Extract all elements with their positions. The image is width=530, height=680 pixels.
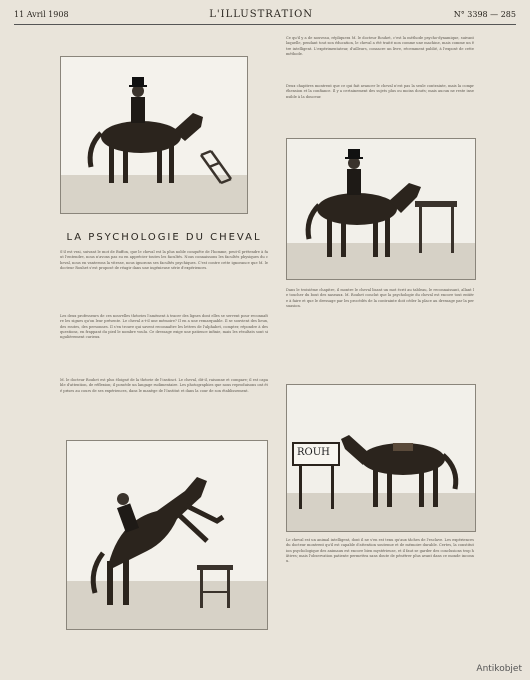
photo-horse-reading-sign xyxy=(286,384,476,532)
article-headline: LA PSYCHOLOGIE DU CHEVAL xyxy=(66,232,262,243)
article-text-left-low: M. le docteur Rouhet est plus éloigné de la théorie de l'instinct. Le cheval, dit-il, raisonne et compare; il est capable d'attention, de réflexion; il possède un langage rudimentaire. Les photographies que nous reproduisons ont été prises au cours de ses expériences, dans le manège de l'Institut et dans la cour de son établissement. xyxy=(60,378,268,393)
header-date: 11 Avril 1908 xyxy=(14,9,69,19)
horse-table-illustration xyxy=(287,139,475,279)
photo-horse-at-table xyxy=(286,138,476,280)
header-page-number: N° 3398 — 285 xyxy=(453,9,516,19)
page-header xyxy=(14,6,516,22)
horse-chair-illustration xyxy=(61,57,247,213)
header-rule xyxy=(14,24,516,25)
photo-horse-with-chair xyxy=(60,56,248,214)
horse-rearing-illustration xyxy=(67,441,267,629)
article-text-right-low: Dans le troisième chapitre, il montre le cheval lisant un mot écrit au tableau, le reconnaissant, allant le toucher du bout des naseaux. M. Rouhet conclut que la psychologie du cheval est encore tout entière à faire et que le dressage par les procédés de la contrainte doit céder la place au dressage par la persuasion. xyxy=(286,288,474,308)
watermark-label: Antikobjet xyxy=(476,664,522,674)
article-text-right-mid: Deux chapitres montrent que ce qui fait avancer le cheval n'est pas la seule contrainte, mais la compréhension et la confiance. Il y a certainement des sujets plus ou moins doués; mais aucun ne reste insensible à la douceur. xyxy=(286,84,474,99)
article-text-left-top: S'il est vrai, suivant le mot de Buffon, que le cheval est la plus noble conquête de l'homme, peut-il prétendre à faut l'entendre, nous n'avons pas su en apprécier toutes les facultés. Nous connaissons les facultés physiques du cheval, nous en vanterons la vitesse, nous ignorons ses facultés psychiques. C'est contre cette ignorance que M. le docteur Rouhet s'est proposé de réagir dans une ingénieuse série d'expériences. xyxy=(60,250,268,270)
horse-sign-illustration xyxy=(287,385,475,531)
sign-text: ROUH xyxy=(297,447,330,458)
header-title: L'ILLUSTRATION xyxy=(209,8,314,20)
article-text-right-bottom: Le cheval est un animal intelligent, dont il ne s'en est tenu qu'aux tâches de l'esclave. Les expériences du docteur montrent qu'il est capable d'attention soutenue et de mémoire durable. Certes, la constitution psychologique des animaux est encore bien mystérieuse, et il faut se garder des conclusions trop hâtives; mais l'observation patiente permettra sans doute de pénétrer plus avant dans ce monde inconnu. xyxy=(286,538,474,564)
photo-horse-rearing xyxy=(66,440,268,630)
article-text-left-mid: Les deux professeurs de ces nouvelles théories l'amènent à tracer des lignes dont elles se servent pour reconnaître les signes qu'on leur présente. Le cheval a-t-il une mémoire? Il en a une remarquable. Il se souvient des lieux, des routes, des personnes. Il s'en trouve qui savent reconnaître les lettres de l'alphabet, compter, répondre à des questions, en frappant du pied le nombre voulu. Ce dressage exige une patience infinie, mais les résultats sont singulièrement curieux. xyxy=(60,314,268,340)
article-text-right-top: Ce qu'il y a de nouveau, répliquera M. le docteur Rouhet, c'est la méthode psycho-dynamique, suivant laquelle, pendant tout son éducation, le cheval a été traité non comme une machine, mais comme un être intelligent. L'expérimentateur, d'ailleurs, consacre un livre, récemment publié, à l'exposé de cette méthode. xyxy=(286,36,474,56)
